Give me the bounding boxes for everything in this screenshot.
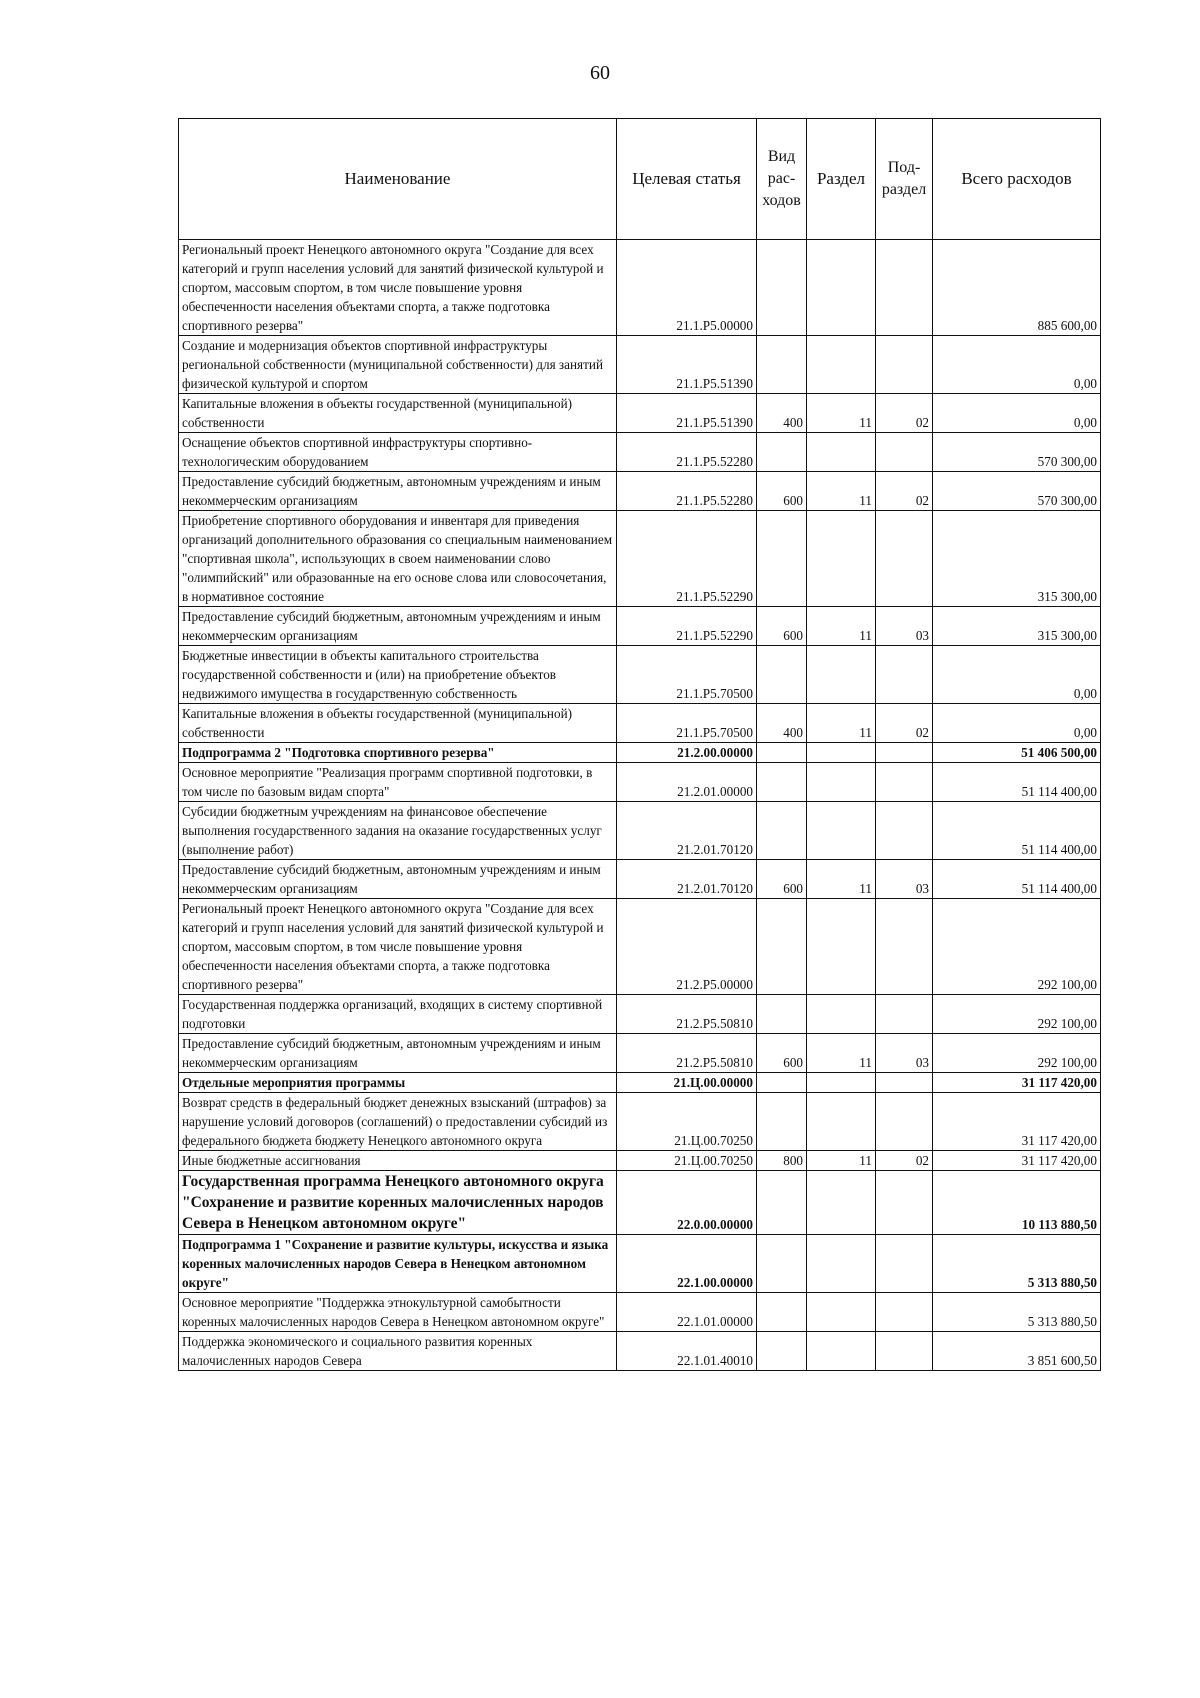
cell-subsection — [876, 1073, 933, 1093]
cell-total: 10 113 880,50 — [933, 1171, 1101, 1235]
cell-section — [807, 802, 876, 860]
cell-total: 51 114 400,00 — [933, 802, 1101, 860]
cell-target-article: 21.Ц.00.70250 — [617, 1093, 757, 1151]
cell-expense-type — [757, 1073, 807, 1093]
cell-subsection — [876, 511, 933, 607]
cell-expense-type — [757, 763, 807, 802]
cell-target-article: 21.1.P5.52280 — [617, 472, 757, 511]
cell-total: 31 117 420,00 — [933, 1151, 1101, 1171]
table-row — [179, 802, 1101, 860]
cell-section — [807, 1293, 876, 1332]
cell-target-article: 21.1.P5.51390 — [617, 394, 757, 433]
cell-subsection — [876, 433, 933, 472]
cell-section — [807, 1332, 876, 1371]
cell-expense-type: 400 — [757, 394, 807, 433]
cell-subsection — [876, 995, 933, 1034]
cell-subsection: 03 — [876, 607, 933, 646]
cell-expense-type — [757, 1332, 807, 1371]
cell-expense-type — [757, 1293, 807, 1332]
cell-section: 11 — [807, 1151, 876, 1171]
cell-subsection: 03 — [876, 860, 933, 899]
cell-target-article: 21.Ц.00.00000 — [617, 1073, 757, 1093]
cell-subsection: 02 — [876, 472, 933, 511]
cell-subsection — [876, 1332, 933, 1371]
cell-target-article: 21.2.01.00000 — [617, 763, 757, 802]
table-row — [179, 511, 1101, 607]
cell-total: 0,00 — [933, 646, 1101, 704]
cell-section — [807, 511, 876, 607]
cell-total: 51 406 500,00 — [933, 743, 1101, 763]
cell-subsection — [876, 802, 933, 860]
cell-subsection — [876, 336, 933, 394]
cell-target-article: 22.0.00.00000 — [617, 1171, 757, 1235]
cell-section: 11 — [807, 1034, 876, 1073]
table-header-row — [179, 119, 1101, 240]
cell-name: Иные бюджетные ассигнования — [179, 1151, 617, 1171]
table-row — [179, 1093, 1101, 1151]
cell-expense-type — [757, 743, 807, 763]
cell-subsection — [876, 240, 933, 336]
table-row — [179, 704, 1101, 743]
cell-expense-type — [757, 995, 807, 1034]
cell-name: Приобретение спортивного оборудования и инвентаря для приведения организаций дополнительного образования со специальным наименованием "спортивная школа", использующих в своем наименовании слово "олимпийский" или образованные на его основе слова или словосочетания, в нормативное состояние — [179, 511, 617, 607]
cell-expense-type — [757, 433, 807, 472]
table-body — [179, 240, 1101, 1371]
cell-total: 5 313 880,50 — [933, 1235, 1101, 1293]
table-row — [179, 743, 1101, 763]
cell-target-article: 21.Ц.00.70250 — [617, 1151, 757, 1171]
cell-section — [807, 995, 876, 1034]
cell-expense-type — [757, 1171, 807, 1235]
cell-section: 11 — [807, 860, 876, 899]
cell-section — [807, 763, 876, 802]
cell-subsection — [876, 646, 933, 704]
table-row — [179, 472, 1101, 511]
cell-name: Предоставление субсидий бюджетным, автономным учреждениям и иным некоммерческим организациям — [179, 860, 617, 899]
cell-subsection — [876, 1293, 933, 1332]
cell-subsection: 02 — [876, 704, 933, 743]
cell-section: 11 — [807, 607, 876, 646]
cell-total: 51 114 400,00 — [933, 763, 1101, 802]
cell-section: 11 — [807, 704, 876, 743]
cell-name: Капитальные вложения в объекты государственной (муниципальной) собственности — [179, 394, 617, 433]
cell-name: Региональный проект Ненецкого автономного округа "Создание для всех категорий и групп населения условий для занятий физической культурой и спортом, массовым спортом, в том числе повышение уровня обеспеченности населения объектами спорта, а также подготовка спортивного резерва" — [179, 899, 617, 995]
cell-section — [807, 1171, 876, 1235]
cell-subsection — [876, 1171, 933, 1235]
cell-name: Основное мероприятие "Реализация программ спортивной подготовки, в том числе по базовым видам спорта" — [179, 763, 617, 802]
cell-section — [807, 240, 876, 336]
cell-total: 315 300,00 — [933, 607, 1101, 646]
cell-total: 570 300,00 — [933, 433, 1101, 472]
cell-target-article: 21.1.P5.52280 — [617, 433, 757, 472]
cell-expense-type — [757, 240, 807, 336]
cell-name: Региональный проект Ненецкого автономного округа "Создание для всех категорий и групп населения условий для занятий физической культурой и спортом, массовым спортом, в том числе повышение уровня обеспеченности населения объектами спорта, а также подготовка спортивного резерва" — [179, 240, 617, 336]
cell-expense-type — [757, 336, 807, 394]
header-subsection: Под-раздел — [876, 119, 933, 240]
cell-section — [807, 646, 876, 704]
cell-name: Создание и модернизация объектов спортивной инфраструктуры региональной собственности (муниципальной собственности) для занятий физической культурой и спортом — [179, 336, 617, 394]
cell-expense-type — [757, 899, 807, 995]
cell-section — [807, 743, 876, 763]
cell-section — [807, 433, 876, 472]
cell-section — [807, 1073, 876, 1093]
cell-total: 292 100,00 — [933, 995, 1101, 1034]
cell-section — [807, 1093, 876, 1151]
cell-total: 315 300,00 — [933, 511, 1101, 607]
cell-expense-type: 600 — [757, 472, 807, 511]
cell-subsection — [876, 899, 933, 995]
cell-target-article: 21.1.P5.00000 — [617, 240, 757, 336]
table-row — [179, 1332, 1101, 1371]
cell-section — [807, 336, 876, 394]
cell-total: 885 600,00 — [933, 240, 1101, 336]
cell-total: 31 117 420,00 — [933, 1073, 1101, 1093]
cell-total: 292 100,00 — [933, 899, 1101, 995]
header-section: Раздел — [807, 119, 876, 240]
table-row — [179, 433, 1101, 472]
cell-target-article: 22.1.01.00000 — [617, 1293, 757, 1332]
cell-subsection: 02 — [876, 394, 933, 433]
cell-target-article: 21.1.P5.51390 — [617, 336, 757, 394]
table-row — [179, 240, 1101, 336]
cell-total: 0,00 — [933, 336, 1101, 394]
cell-name: Субсидии бюджетным учреждениям на финансовое обеспечение выполнения государственного задания на оказание государственных услуг (выполнение работ) — [179, 802, 617, 860]
table-row — [179, 995, 1101, 1034]
cell-name: Капитальные вложения в объекты государственной (муниципальной) собственности — [179, 704, 617, 743]
cell-target-article: 21.2.P5.50810 — [617, 995, 757, 1034]
cell-total: 0,00 — [933, 704, 1101, 743]
page-number: 60 — [590, 62, 610, 84]
cell-expense-type — [757, 802, 807, 860]
header-target-article: Целевая статья — [617, 119, 757, 240]
table-row — [179, 607, 1101, 646]
cell-name: Бюджетные инвестиции в объекты капитального строительства государственной собственности и (или) на приобретение объектов недвижимого имущества в государственную собственность — [179, 646, 617, 704]
cell-target-article: 21.1.P5.70500 — [617, 646, 757, 704]
cell-name: Оснащение объектов спортивной инфраструктуры спортивно-технологическим оборудованием — [179, 433, 617, 472]
cell-name: Государственная программа Ненецкого автономного округа "Сохранение и развитие коренных малочисленных народов Севера в Ненецком автономном округе" — [179, 1171, 617, 1235]
cell-section — [807, 1235, 876, 1293]
header-expense-type: Вид рас-ходов — [757, 119, 807, 240]
cell-total: 0,00 — [933, 394, 1101, 433]
cell-section — [807, 899, 876, 995]
cell-target-article: 21.2.P5.00000 — [617, 899, 757, 995]
cell-expense-type: 600 — [757, 1034, 807, 1073]
cell-expense-type: 800 — [757, 1151, 807, 1171]
cell-name: Предоставление субсидий бюджетным, автономным учреждениям и иным некоммерческим организациям — [179, 1034, 617, 1073]
cell-target-article: 22.1.00.00000 — [617, 1235, 757, 1293]
cell-name: Предоставление субсидий бюджетным, автономным учреждениям и иным некоммерческим организациям — [179, 472, 617, 511]
cell-target-article: 21.1.P5.52290 — [617, 511, 757, 607]
table-row — [179, 1293, 1101, 1332]
table-row — [179, 899, 1101, 995]
cell-name: Предоставление субсидий бюджетным, автономным учреждениям и иным некоммерческим организациям — [179, 607, 617, 646]
cell-expense-type: 600 — [757, 860, 807, 899]
table-row — [179, 860, 1101, 899]
cell-name: Отдельные мероприятия программы — [179, 1073, 617, 1093]
cell-name: Подпрограмма 1 "Сохранение и развитие культуры, искусства и языка коренных малочисленных народов Севера в Ненецком автономном округе" — [179, 1235, 617, 1293]
cell-total: 31 117 420,00 — [933, 1093, 1101, 1151]
cell-expense-type — [757, 1235, 807, 1293]
cell-name: Подпрограмма 2 "Подготовка спортивного резерва" — [179, 743, 617, 763]
cell-name: Возврат средств в федеральный бюджет денежных взысканий (штрафов) за нарушение условий договоров (соглашений) о предоставлении субсидий из федерального бюджета бюджету Ненецкого автономного округа — [179, 1093, 617, 1151]
table-row — [179, 336, 1101, 394]
cell-target-article: 21.2.P5.50810 — [617, 1034, 757, 1073]
table-row — [179, 1151, 1101, 1171]
cell-target-article: 22.1.01.40010 — [617, 1332, 757, 1371]
cell-expense-type — [757, 511, 807, 607]
header-total: Всего расходов — [933, 119, 1101, 240]
cell-total: 570 300,00 — [933, 472, 1101, 511]
cell-section: 11 — [807, 394, 876, 433]
table-row — [179, 1034, 1101, 1073]
table-row — [179, 394, 1101, 433]
cell-target-article: 21.2.00.00000 — [617, 743, 757, 763]
cell-subsection: 03 — [876, 1034, 933, 1073]
table-row — [179, 763, 1101, 802]
table-row — [179, 646, 1101, 704]
cell-subsection: 02 — [876, 1151, 933, 1171]
table-row — [179, 1073, 1101, 1093]
cell-target-article: 21.1.P5.52290 — [617, 607, 757, 646]
cell-expense-type: 600 — [757, 607, 807, 646]
cell-target-article: 21.2.01.70120 — [617, 860, 757, 899]
table-row — [179, 1171, 1101, 1235]
cell-total: 292 100,00 — [933, 1034, 1101, 1073]
budget-table — [178, 118, 1101, 1371]
cell-subsection — [876, 743, 933, 763]
cell-name: Основное мероприятие "Поддержка этнокультурной самобытности коренных малочисленных народов Севера в Ненецком автономном округе" — [179, 1293, 617, 1332]
cell-expense-type — [757, 1093, 807, 1151]
cell-name: Поддержка экономического и социального развития коренных малочисленных народов Севера — [179, 1332, 617, 1371]
cell-total: 3 851 600,50 — [933, 1332, 1101, 1371]
cell-target-article: 21.2.01.70120 — [617, 802, 757, 860]
cell-name: Государственная поддержка организаций, входящих в систему спортивной подготовки — [179, 995, 617, 1034]
cell-section: 11 — [807, 472, 876, 511]
cell-target-article: 21.1.P5.70500 — [617, 704, 757, 743]
cell-subsection — [876, 763, 933, 802]
cell-total: 5 313 880,50 — [933, 1293, 1101, 1332]
cell-subsection — [876, 1093, 933, 1151]
cell-expense-type — [757, 646, 807, 704]
cell-expense-type: 400 — [757, 704, 807, 743]
cell-subsection — [876, 1235, 933, 1293]
table-row — [179, 1235, 1101, 1293]
cell-total: 51 114 400,00 — [933, 860, 1101, 899]
header-name: Наименование — [179, 119, 617, 240]
